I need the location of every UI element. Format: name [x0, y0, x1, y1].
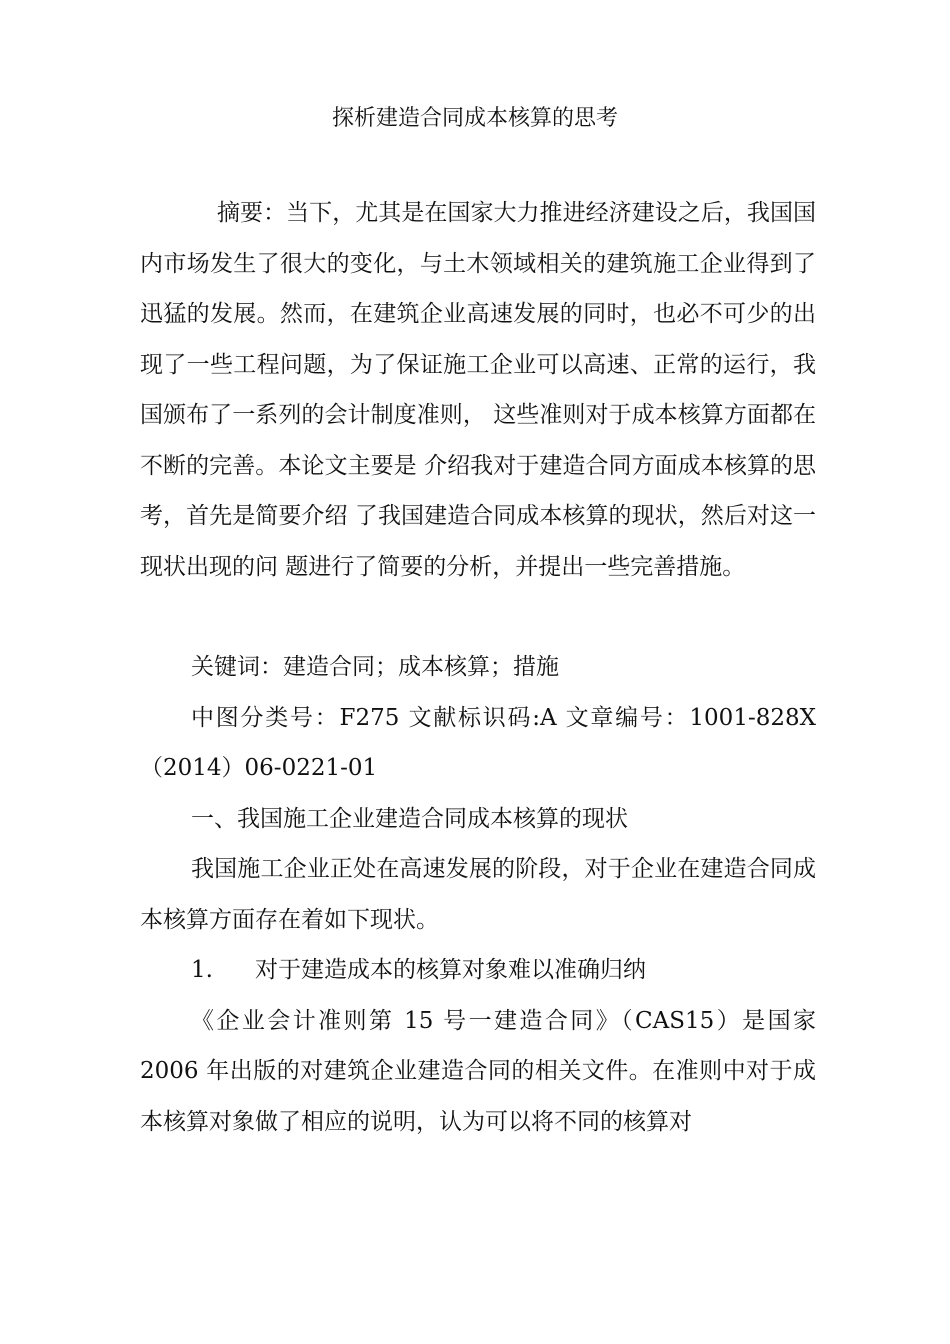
list-item-title: 对于建造成本的核算对象难以准确归纳: [255, 957, 646, 983]
list-item-heading: [140, 945, 816, 996]
section-heading: 一、我国施工企业建造合同成本核算的现状: [191, 805, 628, 832]
section-intro-paragraph: 我国施工企业正处在高速发展的阶段，对于企业在建造合同成本核算方面存在着如下现状。: [140, 856, 816, 933]
list-item-number: 1.: [191, 957, 213, 983]
abstract-paragraph: 摘要：当下，尤其是在国家大力推进经济建设之后，我国国内市场发生了很大的变化，与土木领域相关的建筑施工企业得到了迅猛的发展。然而，在建筑企业高速发展的同时，也必不可少的出现了一些工程问题，为了保证施工企业可以高速、正常的运行，我国颁布了一系列的会计制度准则， 这些准则对于成本核算方面都在不断的完善。本论文主要是 介绍我对于建造合同方面成本核算的思考，首先是简要介绍 了我国建造合同成本核算的现状，然后对这一现状出现的问 题进行了简要的分析，并提出一些完善措施。: [140, 200, 816, 580]
body-paragraph: 《企业会计准则第 15 号一建造合同》（CAS15）是国家2006 年出版的对建筑企业建造合同的相关文件。在准则中对于成本核算对象做了相应的说明，认为可以将不同的核算对: [140, 1007, 816, 1135]
document-body: [140, 188, 816, 1147]
keywords-line: 关键词：建造合同；成本核算；措施: [191, 654, 559, 680]
classification-line: 中图分类号：F275 文献标识码:A 文章编号：1001-828X（2014）06-0221-01: [140, 704, 816, 781]
document-title: 探析建造合同成本核算的思考: [331, 106, 618, 131]
